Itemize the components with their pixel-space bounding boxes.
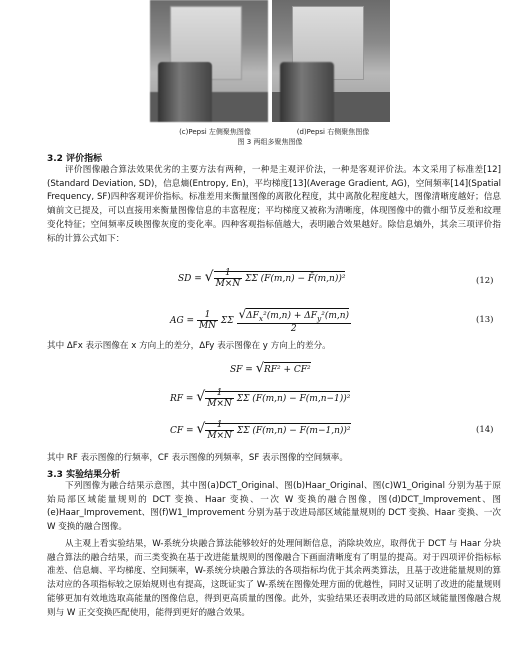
equation-ag: AG = $\frac{1}{MN}$ ΣΣ $\frac{√\Delta F_x^2(m,n) + \Delta F_y^2(m,n)}{2}$ — [170, 307, 350, 334]
section-heading-3-3: 3.3 实验结果分析 — [47, 470, 121, 480]
pepsi-can — [280, 62, 334, 122]
section-3-3-paragraph-2: 从主观上看实验结果，W-系统分块融合算法能够较好的处理间断信息，消除块效应，取得优于 DCT 与 Haar 分块融合算法的融合结果，而三类变换在基于改进能量规则的图像融合下画面清晰度有了明显的提高。对于四项评价指标标准差、信息熵、平均梯度、空间频率，W-系统分块融合算法的各项指标均优于其余两类算法，且基于改进能量规则的算法对应的各项指标较之原始规则也有提高，这既证实了 W-系统在图像处理方面的优越性，同时又证明了改进的能量规则能够更加有效地选取高能量的图像信息，得到更高质量的图像。此外，实验结果还表明改进的局部区域能量图像融合规则与 W 正交变换匹配使用，能得到更好的融合效果。 — [47, 539, 501, 618]
sub-caption-left: (c)Pepsi 左侧聚焦图像 — [179, 128, 251, 136]
frequency-explanation: 其中 RF 表示图像的行频率，CF 表示图像的列频率，SF 表示图像的空间频率。 — [47, 453, 348, 463]
sub-caption-right: (d)Pepsi 右侧聚焦图像 — [296, 128, 370, 136]
equation-rf: RF = √ $\frac{1}{M\times N}$ ΣΣ (F(m,n) − F(m,n−1))² — [170, 388, 351, 409]
pepsi-can — [158, 62, 212, 122]
delta-f-explanation: 其中 ΔFx 表示图像在 x 方向上的差分，ΔFy 表示图像在 y 方向上的差分。 — [47, 341, 331, 351]
pepsi-right-focus-image — [272, 0, 390, 122]
equation-sf: SF = √RF² + CF² — [230, 361, 311, 376]
equation-number-14: (14) — [476, 425, 494, 435]
figure-caption: 图 3 两组多聚焦图像 — [237, 138, 303, 146]
pepsi-left-focus-image — [150, 0, 268, 122]
equation-sd: SD = √ $\frac{1}{M\times N}$ ΣΣ (F(m,n) − F̄(m,n))² — [178, 268, 346, 289]
section-heading-3-2: 3.2 评价指标 — [47, 154, 103, 164]
equation-cf: CF = √ $\frac{1}{M\times N}$ ΣΣ (F(m,n) − F(m−1,n))² — [170, 420, 351, 441]
equation-number-13: (13) — [476, 315, 494, 325]
section-3-2-paragraph: 评价图像融合算法效果优劣的主要方法有两种，一种是主观评价法，一种是客观评价法。本文采用了标准差[12](Standard Deviation, SD)，信息熵(Entropy, En)，平均梯度[13](Average Gradient, AG)，空间频率[14](Spatial Frequency, SF)四种客观评价指标。标准差用来衡量图像的离散化程度，其中离散化程度越大，图像清晰度越好；信息熵前文已提及，可以直接用来衡量图像信息的丰富程度；平均梯度又被称为清晰度，体现图像中的微小细节反差和纹理变化特征；空间频率反映图像灰度的变化率。四种客观指标值越大，表明融合效果越好。除信息熵外，其余三项评价指标的计算公式如下： — [47, 165, 501, 244]
section-3-3-paragraph-1: 下列图像为融合结果示意图，其中图(a)DCT_Original、图(b)Haar_Original、图(c)W1_Original 分别为基于原始局部区域能量规则的 DCT 变换、Haar 变换、一次 W 变换的融合图像，图(d)DCT_Improvement、图(e)Haar_Improvement、图(f)W1_Improvement 分别为基于改进局部区域能量规则的 DCT 变换、Haar 变换、一次 W 变换的融合图像。 — [47, 481, 501, 533]
equation-number-12: (12) — [476, 276, 494, 286]
